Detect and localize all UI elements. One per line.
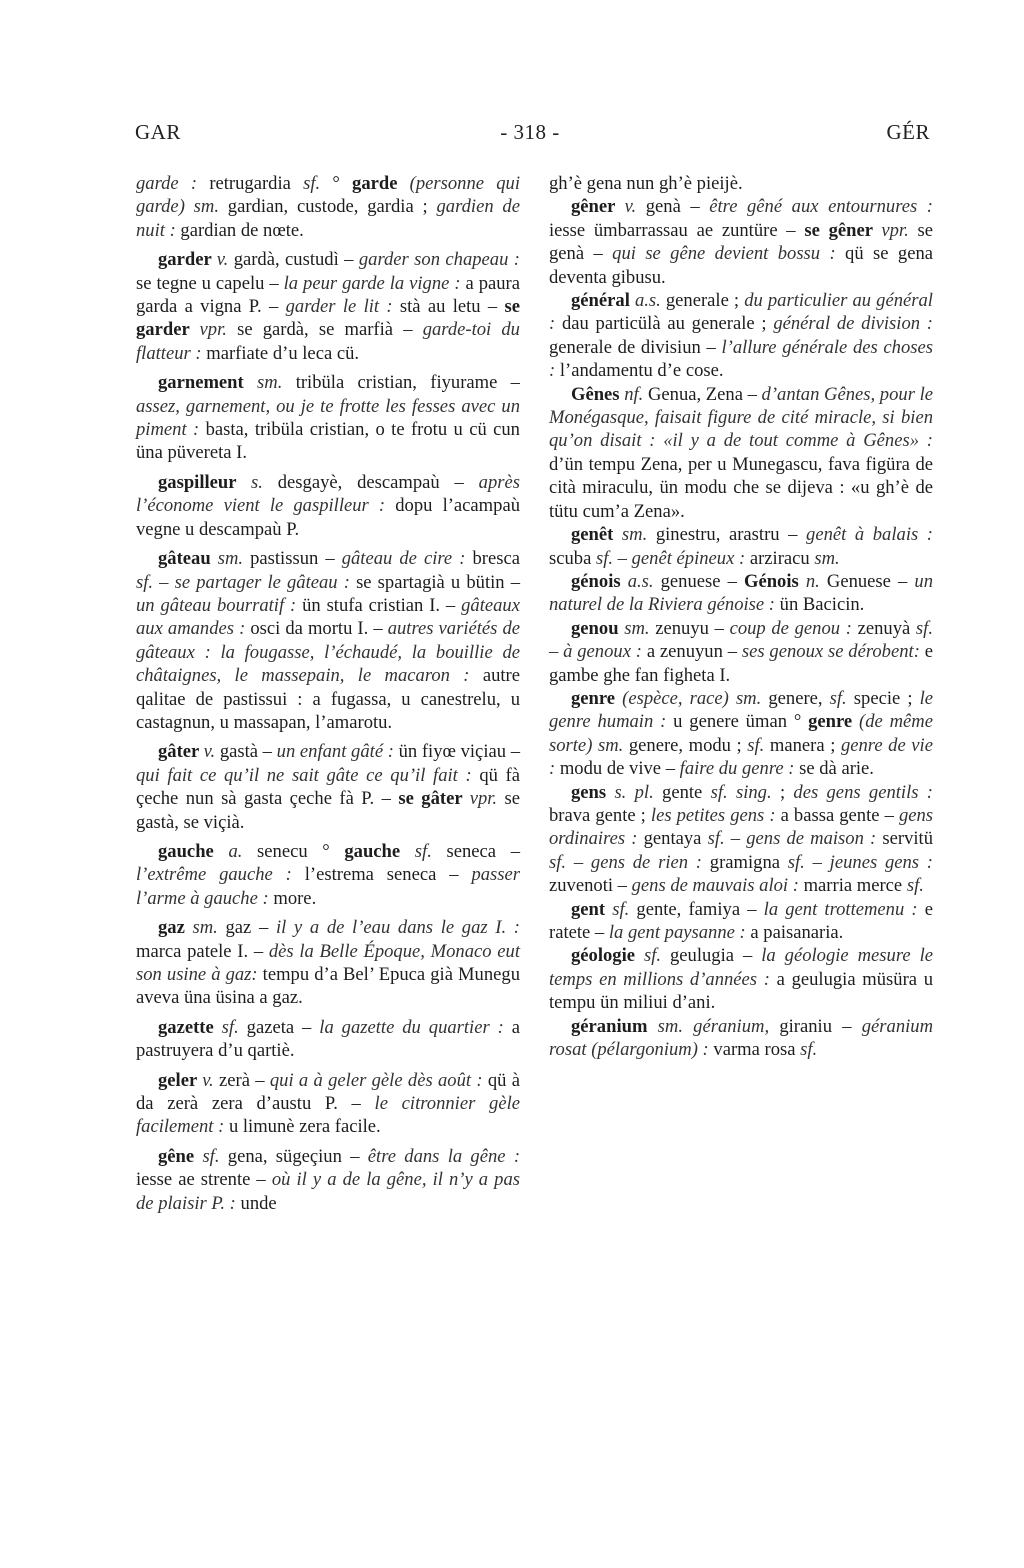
headword: gauche [158, 840, 229, 862]
french-text: dès la Belle Époque, Monaco eut son usine à gaz: [136, 940, 521, 985]
monegasque-text: gena, sügeçiun – [227, 1145, 368, 1167]
french-text: sm. [192, 917, 226, 939]
french-text: gardien de nuit : [136, 196, 520, 241]
monegasque-text: se gardà, se marfià – [237, 319, 423, 341]
monegasque-text: zerà – [219, 1069, 270, 1091]
monegasque-text: d’ün tempu Zena, per u Munegascu, fava figüra de cità miraculu, ün modu che se dijeva : «u gh’è de tütu cum’a Zena». [549, 453, 933, 522]
french-text: sf. – à genoux : [549, 617, 933, 663]
french-text: gens ordinaires : [549, 804, 934, 850]
monegasque-text: l’estrema seneca – [304, 864, 472, 886]
headword: se gêner [804, 219, 882, 241]
french-text: d’antan Gênes, pour le Monégasque, faisait figure de cité miracle, si bien qu’on disait : «il y a de tout comme à Gênes» : [549, 383, 933, 452]
french-text: sf. [800, 1039, 818, 1061]
monegasque-text: ; [779, 781, 794, 803]
dictionary-entry [549, 383, 933, 523]
monegasque-text: gardian de nœte. [180, 219, 304, 241]
monegasque-text: Genua, Zena – [647, 383, 762, 405]
monegasque-text: qü à da zerà zera d’austu P. – [136, 1069, 521, 1115]
french-text: qui fait ce qu’il ne sait gâte ce qu’il fait : [136, 764, 480, 786]
headword: Gênes [571, 383, 625, 405]
monegasque-text: ° [332, 173, 353, 194]
french-text: genre de vie : [549, 734, 933, 780]
french-text: vpr. [199, 319, 238, 341]
french-text: sf. – gens de maison : [707, 828, 883, 850]
french-text: assez, garnement, ou je te frotte les fesses avec un piment : [136, 395, 520, 441]
monegasque-text: retrugardia [209, 173, 304, 194]
headword: gaspilleur [158, 471, 252, 493]
french-text: la peur garde la vigne : [283, 272, 466, 294]
french-text: ses genoux se dérobent: [741, 641, 925, 663]
french-text: (de même sorte) sm. [549, 711, 933, 756]
headword: genre [571, 687, 623, 709]
dictionary-entry [136, 916, 520, 1010]
monegasque-text: scuba [549, 547, 596, 569]
monegasque-text: l’andamentu d’e cose. [559, 360, 724, 382]
french-text: a.s. [627, 570, 661, 592]
monegasque-text: genere, modu ; [628, 734, 748, 756]
monegasque-text: autre qalitae de pastissui : a fugassa, u canestrelu, u castagnun, u massapan, l’amarotu. [136, 665, 520, 733]
dictionary-entry [549, 289, 933, 383]
dictionary-entry [549, 898, 933, 945]
monegasque-text: e ratete – [549, 898, 933, 943]
monegasque-text: giraniu – [779, 1015, 862, 1037]
headword: gâteau [158, 548, 218, 570]
dictionary-entry [136, 840, 520, 910]
monegasque-text: gentaya [643, 828, 708, 850]
french-text: sf. – jeunes gens : [787, 851, 934, 873]
dictionary-entry [136, 547, 520, 734]
monegasque-text: tempu d’a Bel’ Epuca già Munegu aveva üna üsina a gaz. [136, 964, 520, 1009]
monegasque-text: dau particülà au generale ; [561, 313, 774, 335]
dictionary-entry [136, 471, 520, 541]
french-text: sm. [217, 548, 251, 570]
monegasque-text: servitü [882, 828, 933, 850]
monegasque-text: tribüla cristian, fiyurame – [295, 372, 520, 394]
dictionary-entry [136, 1016, 520, 1063]
french-text: vpr. [881, 219, 918, 241]
monegasque-text: gardian, custode, gardia ; [227, 196, 437, 218]
monegasque-text: dopu l’acampaù vegne u descampaù P. [136, 495, 520, 540]
monegasque-text: qü fà çeche nun sà gasta çeche fà P. – [136, 764, 520, 810]
french-text: l’allure générale des choses : [549, 336, 934, 382]
headword: genre [808, 711, 860, 733]
monegasque-text: desgayè, descampaù – [277, 471, 479, 493]
headword: gent [571, 898, 613, 920]
header-last-entry-guide: GÉR [886, 120, 930, 144]
dictionary-entry [549, 944, 933, 1014]
french-text: la gent paysanne : [608, 922, 751, 943]
dictionary-entry [549, 195, 933, 289]
french-text: garder le lit : [285, 296, 400, 318]
monegasque-text: a paisanaria. [750, 922, 844, 943]
french-text: être dans la gêne : [367, 1145, 521, 1167]
left-column [136, 172, 520, 1221]
french-text: faire du genre : [679, 758, 800, 780]
monegasque-text: stà au letu – [399, 296, 505, 318]
monegasque-text: ün fiyœ viçiau – [398, 741, 520, 763]
headword: gâter [158, 741, 204, 763]
french-text: gens de mauvais aloi : [631, 875, 804, 897]
french-text: sf. – genêt épineux : [595, 547, 750, 569]
french-text: genêt à balais : [806, 524, 933, 546]
french-text: géranium rosat (pélargonium) : [549, 1015, 934, 1061]
french-text: a. [228, 840, 258, 862]
french-text: v. [203, 741, 220, 763]
monegasque-text: iesse ae strente – [136, 1169, 272, 1191]
french-text: où il y a de la gêne, il n’y a pas de plaisir P. : [136, 1169, 520, 1214]
french-text: qui se gêne devient bossu : [612, 243, 846, 265]
monegasque-text: specie ; [853, 687, 920, 709]
monegasque-text: ginestru, arastru – [655, 524, 807, 546]
french-text: sm. [621, 524, 656, 546]
french-text: un enfant gâté : [276, 741, 399, 763]
monegasque-text: a paura garda a vigna P. – [136, 272, 520, 318]
headword: Génois [744, 570, 806, 592]
monegasque-text: pastissun – [250, 548, 342, 570]
french-text: un naturel de la Riviera génoise : [549, 570, 934, 616]
french-text: s. pl. [614, 781, 663, 803]
french-text: être gêné aux entournures : [709, 196, 933, 218]
monegasque-text: gastà – [219, 741, 277, 763]
headword: garder [158, 249, 217, 271]
headword: genêt [571, 524, 622, 546]
headword: général [571, 290, 635, 312]
headword: se gâter [398, 788, 470, 810]
headword: genou [571, 617, 625, 639]
french-text: (espèce, race) sm. [622, 687, 769, 709]
french-text: v. [624, 196, 646, 218]
monegasque-text: ün Bacicin. [779, 594, 865, 616]
french-text: qui a à geler gèle dès août : [269, 1069, 488, 1091]
french-text: vpr. [469, 788, 505, 810]
dictionary-entry [549, 172, 933, 195]
french-text: du particulier au général : [549, 290, 933, 335]
monegasque-text: seneca – [446, 840, 520, 862]
headword: gêne [158, 1145, 203, 1167]
french-text: coup de genou : [729, 617, 858, 639]
monegasque-text: senecu ° [257, 840, 345, 862]
monegasque-text: brava gente ; [549, 804, 651, 826]
monegasque-text: manera ; [769, 734, 841, 756]
headword: gauche [344, 840, 415, 862]
french-text: passer l’arme à gauche : [136, 864, 520, 909]
headword: se garder [136, 296, 520, 341]
monegasque-text: gazeta – [246, 1016, 320, 1038]
french-text: sm. [624, 617, 656, 639]
french-text: le citronnier gèle facilement : [136, 1093, 520, 1138]
french-text: sf. – gens de rien : [549, 851, 710, 873]
dictionary-entry [136, 172, 520, 242]
french-text: les petites gens : [650, 804, 781, 826]
monegasque-text: marfiate d’u leca cü. [206, 342, 360, 364]
french-text: (personne qui garde) sm. [136, 173, 520, 218]
headword: gêner [571, 196, 625, 218]
dictionary-entry [549, 570, 933, 617]
french-text: garde : [136, 173, 210, 194]
headword: garde [352, 173, 410, 194]
french-text: a.s. [634, 290, 666, 312]
french-text: n. [805, 570, 827, 592]
monegasque-text: modu de vive – [559, 758, 680, 780]
monegasque-text: se genà – [549, 219, 933, 265]
french-text: il y a de l’eau dans le gaz I. : [275, 917, 520, 939]
french-text: sf. [906, 875, 924, 897]
monegasque-text: se tegne u capelu – [136, 272, 284, 294]
monegasque-text: gente, famiya – [636, 898, 764, 920]
dictionary-entry [549, 687, 933, 781]
headword: gaz [158, 917, 193, 939]
monegasque-text: osci da mortu I. – [250, 618, 388, 640]
monegasque-text: Genuese – [826, 570, 915, 592]
french-text: sm. géranium, [657, 1015, 780, 1037]
monegasque-text: genuese – [660, 570, 744, 592]
monegasque-text: ün stufa cristian I. – [302, 594, 462, 616]
french-text: sf. [612, 898, 637, 920]
monegasque-text: gh’è gena nun gh’è pieijè. [549, 173, 743, 194]
dictionary-entry [136, 740, 520, 834]
monegasque-text: arziracu [749, 547, 815, 569]
french-text: un gâteau bourratif : [136, 594, 303, 616]
french-text: sf. [829, 687, 854, 709]
french-text: sf. [202, 1145, 228, 1167]
monegasque-text: gaz – [225, 917, 276, 939]
french-text: sf. [303, 173, 333, 194]
monegasque-text: bresca [472, 548, 520, 570]
monegasque-text: u genere üman ° [673, 711, 809, 733]
french-text: le genre humain : [549, 687, 934, 733]
monegasque-text: iesse ümbarrassau ae zuntüre – [549, 219, 805, 241]
monegasque-text: unde [240, 1192, 277, 1214]
monegasque-text: se spartagià u bütin – [356, 571, 521, 593]
french-text: v. [202, 1069, 220, 1091]
monegasque-text: generale ; [665, 290, 745, 312]
headword: génois [571, 570, 628, 592]
dictionary-entry [136, 1069, 520, 1139]
monegasque-text: marria merce [803, 875, 907, 897]
headword: geler [158, 1069, 203, 1091]
french-text: sf. [414, 840, 447, 862]
monegasque-text: gardà, custudì – [233, 249, 359, 271]
french-text: la gazette du quartier : [319, 1016, 512, 1038]
monegasque-text: gramigna [709, 851, 788, 873]
dictionary-entry [136, 248, 520, 365]
french-text: après l’économe vient le gaspilleur : [136, 471, 520, 517]
headword: gazette [158, 1016, 222, 1038]
monegasque-text: generale de divisiun – [549, 336, 722, 358]
monegasque-text: basta, tribüla cristian, o te frotu u cü cun üna püvereta I. [136, 419, 520, 464]
french-text: la géologie mesure le temps en millions d’années : [549, 945, 934, 990]
right-column [549, 172, 933, 1061]
header-first-entry-guide: GAR [135, 120, 181, 144]
monegasque-text: zenuyà [857, 617, 916, 639]
french-text: sf. [643, 945, 670, 967]
dictionary-entry [136, 371, 520, 465]
monegasque-text: zenuyu – [655, 617, 730, 639]
dictionary-entry [549, 1015, 933, 1062]
french-text: l’extrême gauche : [136, 864, 305, 886]
french-text: sf. – se partager le gâteau : [136, 571, 357, 593]
dictionary-entry [549, 781, 933, 898]
monegasque-text: varma rosa [713, 1039, 801, 1061]
monegasque-text: se dà arie. [799, 758, 874, 780]
french-text: sf. sing. [710, 781, 780, 803]
monegasque-text: se gastà, se viçià. [136, 788, 520, 833]
monegasque-text: a pastruyera d’u qartiè. [136, 1016, 521, 1062]
french-text: autres variétés de gâteaux : la fougasse, l’échaudé, la bouillie de châtaignes, le massepain, le macaron : [136, 618, 521, 687]
french-text: sf. [221, 1016, 247, 1038]
monegasque-text: gente [662, 781, 711, 803]
monegasque-text: geulugia – [670, 945, 762, 967]
french-text: gâteaux aux amandes : [136, 594, 520, 640]
monegasque-text: a geulugia müsüra u tempu ün miliui d’ani. [549, 968, 934, 1014]
french-text: sf. [747, 734, 770, 756]
french-text: des gens gentils : [793, 781, 933, 803]
headword: géranium [571, 1015, 658, 1037]
french-text: sm. [257, 372, 296, 394]
monegasque-text: more. [273, 887, 317, 909]
french-text: nf. [624, 383, 648, 405]
headword: gens [571, 781, 615, 803]
monegasque-text: qü se gena deventa gibusu. [549, 243, 933, 288]
french-text: garde-toi du flatteur : [136, 319, 520, 364]
monegasque-text: marca patele I. – [136, 940, 269, 962]
monegasque-text: u limunè zera facile. [228, 1116, 381, 1138]
french-text: garder son chapeau : [358, 249, 520, 271]
headword: garnement [158, 372, 258, 394]
monegasque-text: a zenuyun – [646, 641, 742, 663]
monegasque-text: zuvenoti – [549, 875, 632, 897]
monegasque-text: a bassa gente – [780, 804, 899, 826]
dictionary-entry [549, 523, 933, 570]
french-text: sm. [814, 547, 840, 569]
french-text: la gent trottemenu : [763, 898, 925, 920]
french-text: s. [251, 471, 278, 493]
monegasque-text: genere, [768, 687, 830, 709]
headword: géologie [571, 945, 644, 967]
french-text: v. [216, 249, 234, 271]
french-text: gâteau de cire : [341, 548, 473, 570]
monegasque-text: e gambe ghe fan figheta I. [549, 641, 933, 686]
dictionary-entry [136, 1145, 520, 1215]
page-number: - 318 - [500, 120, 560, 144]
french-text: général de division : [773, 313, 933, 335]
dictionary-entry [549, 617, 933, 687]
monegasque-text: genà – [645, 196, 710, 218]
